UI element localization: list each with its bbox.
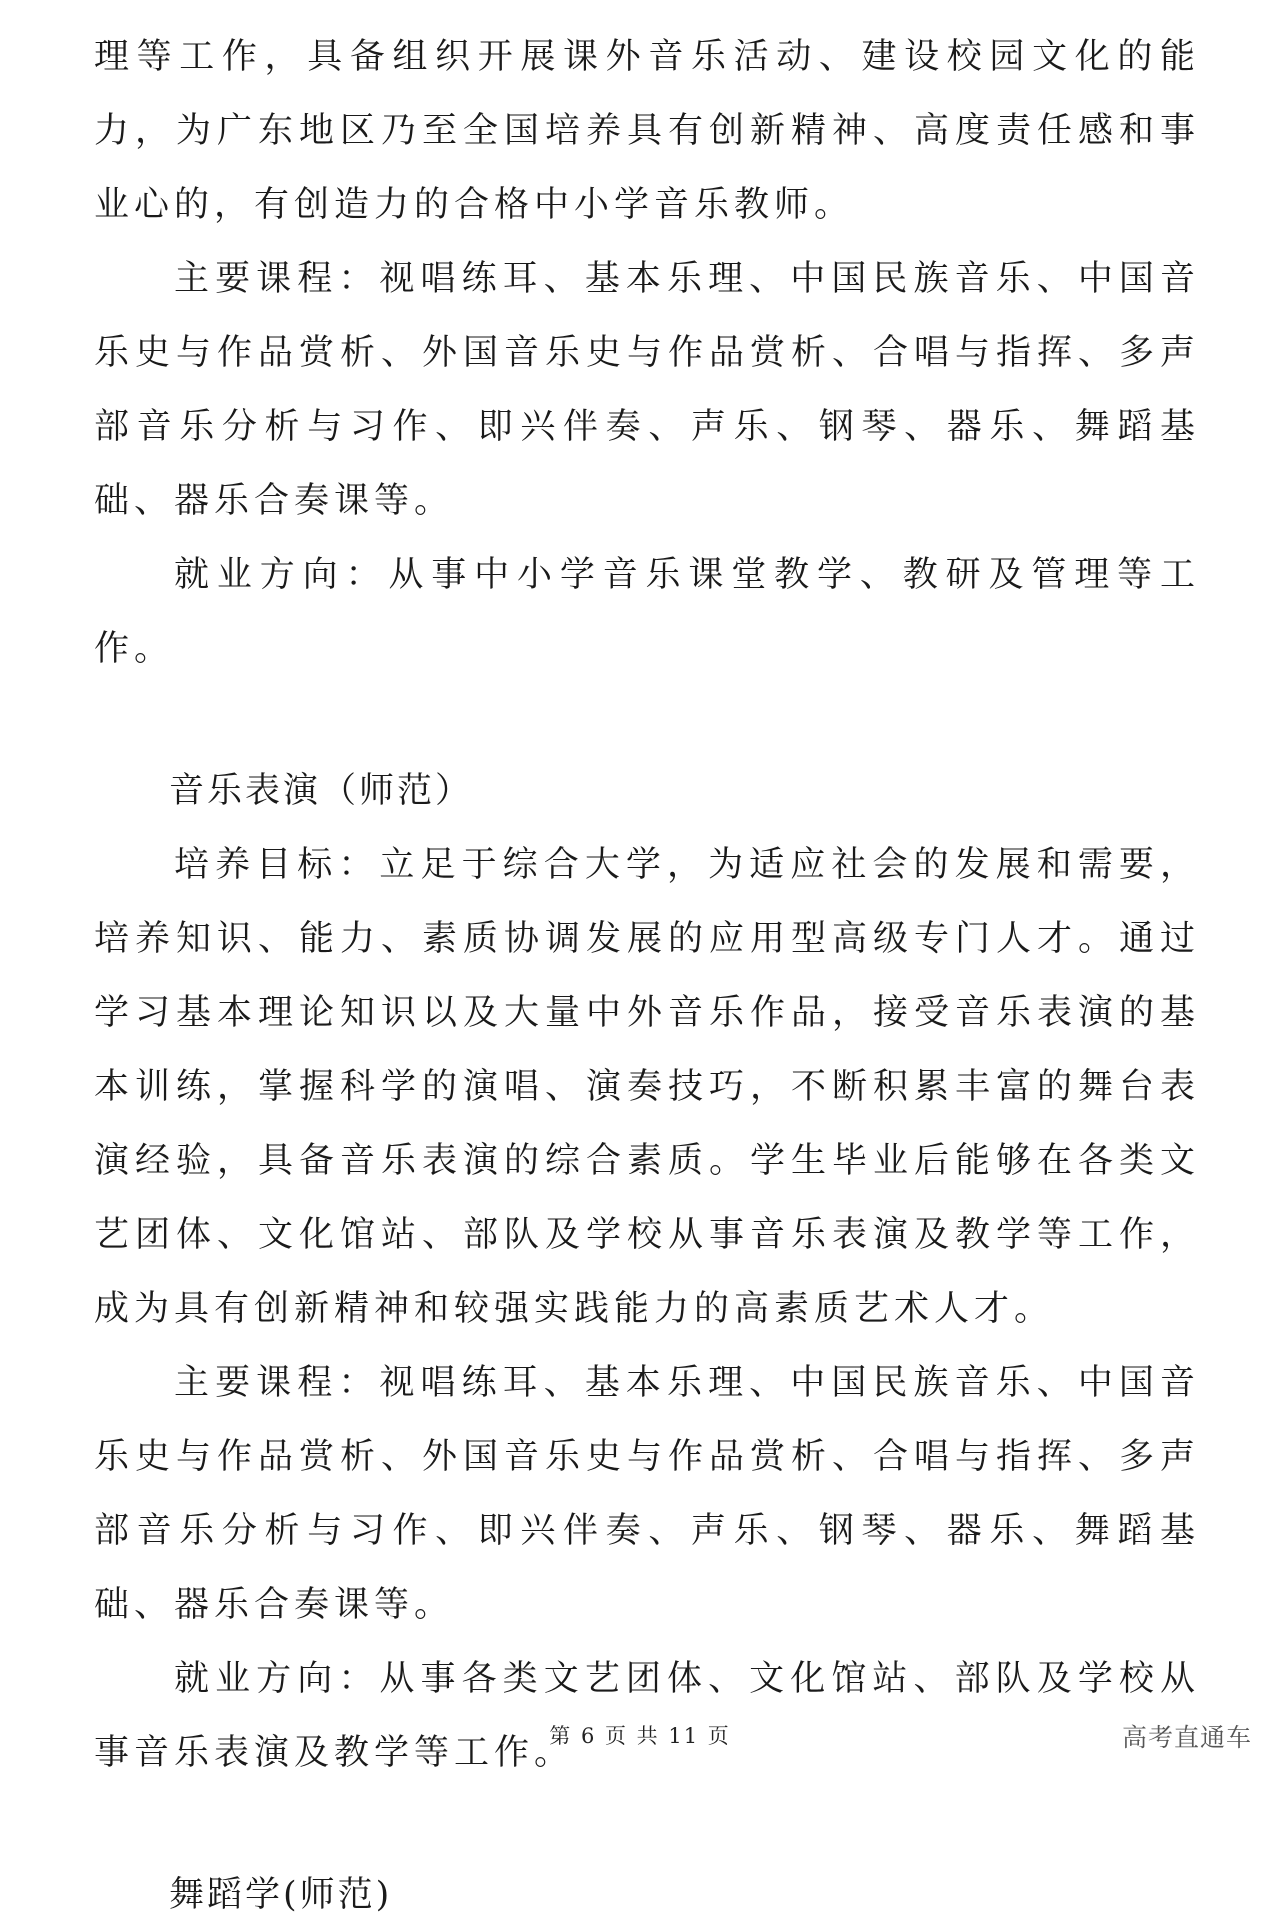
paragraph-training-goal-continued: 理等工作，具备组织开展课外音乐活动、建设校园文化的能力，为广东地区乃至全国培养具有创新精神、高度责任感和事业心的，有创造力的合格中小学音乐教师。 — [94, 37, 1200, 225]
section-heading-dance: 舞蹈学(师范) — [169, 1875, 393, 1915]
paragraph-employment-direction: 就业方向：从事各类文艺团体、文化馆站、部队及学校从事音乐表演及教学等工作。 — [94, 1659, 1200, 1773]
page-number: 第 6 页 共 11 页 — [549, 1724, 731, 1748]
watermark-logo-text: 高考直通车 — [1121, 1723, 1252, 1752]
document-body — [94, 20, 1200, 1932]
section-spacer — [94, 686, 1200, 754]
section-heading-music-performance: 音乐表演（师范） — [169, 771, 474, 811]
paragraph-main-courses: 主要课程：视唱练耳、基本乐理、中国民族音乐、中国音乐史与作品赏析、外国音乐史与作品赏析、合唱与指挥、多声部音乐分析与习作、即兴伴奏、声乐、钢琴、器乐、舞蹈基础、器乐合奏课等。 — [94, 1363, 1200, 1625]
paragraph-employment-direction: 就业方向：从事中小学音乐课堂教学、教研及管理等工作。 — [94, 555, 1200, 669]
paragraph-main-courses: 主要课程：视唱练耳、基本乐理、中国民族音乐、中国音乐史与作品赏析、外国音乐史与作品赏析、合唱与指挥、多声部音乐分析与习作、即兴伴奏、声乐、钢琴、器乐、舞蹈基础、器乐合奏课等。 — [94, 259, 1200, 521]
section-spacer — [94, 1790, 1200, 1858]
paragraph-training-goal: 培养目标：立足于综合大学，为适应社会的发展和需要，培养知识、能力、素质协调发展的应用型高级专门人才。通过学习基本理论知识以及大量中外音乐作品，接受音乐表演的基本训练，掌握科学的演唱、演奏技巧，不断积累丰富的舞台表演经验，具备音乐表演的综合素质。学生毕业后能够在各类文艺团体、文化馆站、部队及学校从事音乐表演及教学等工作，成为具有创新精神和较强实践能力的高素质艺术人才。 — [94, 845, 1200, 1329]
